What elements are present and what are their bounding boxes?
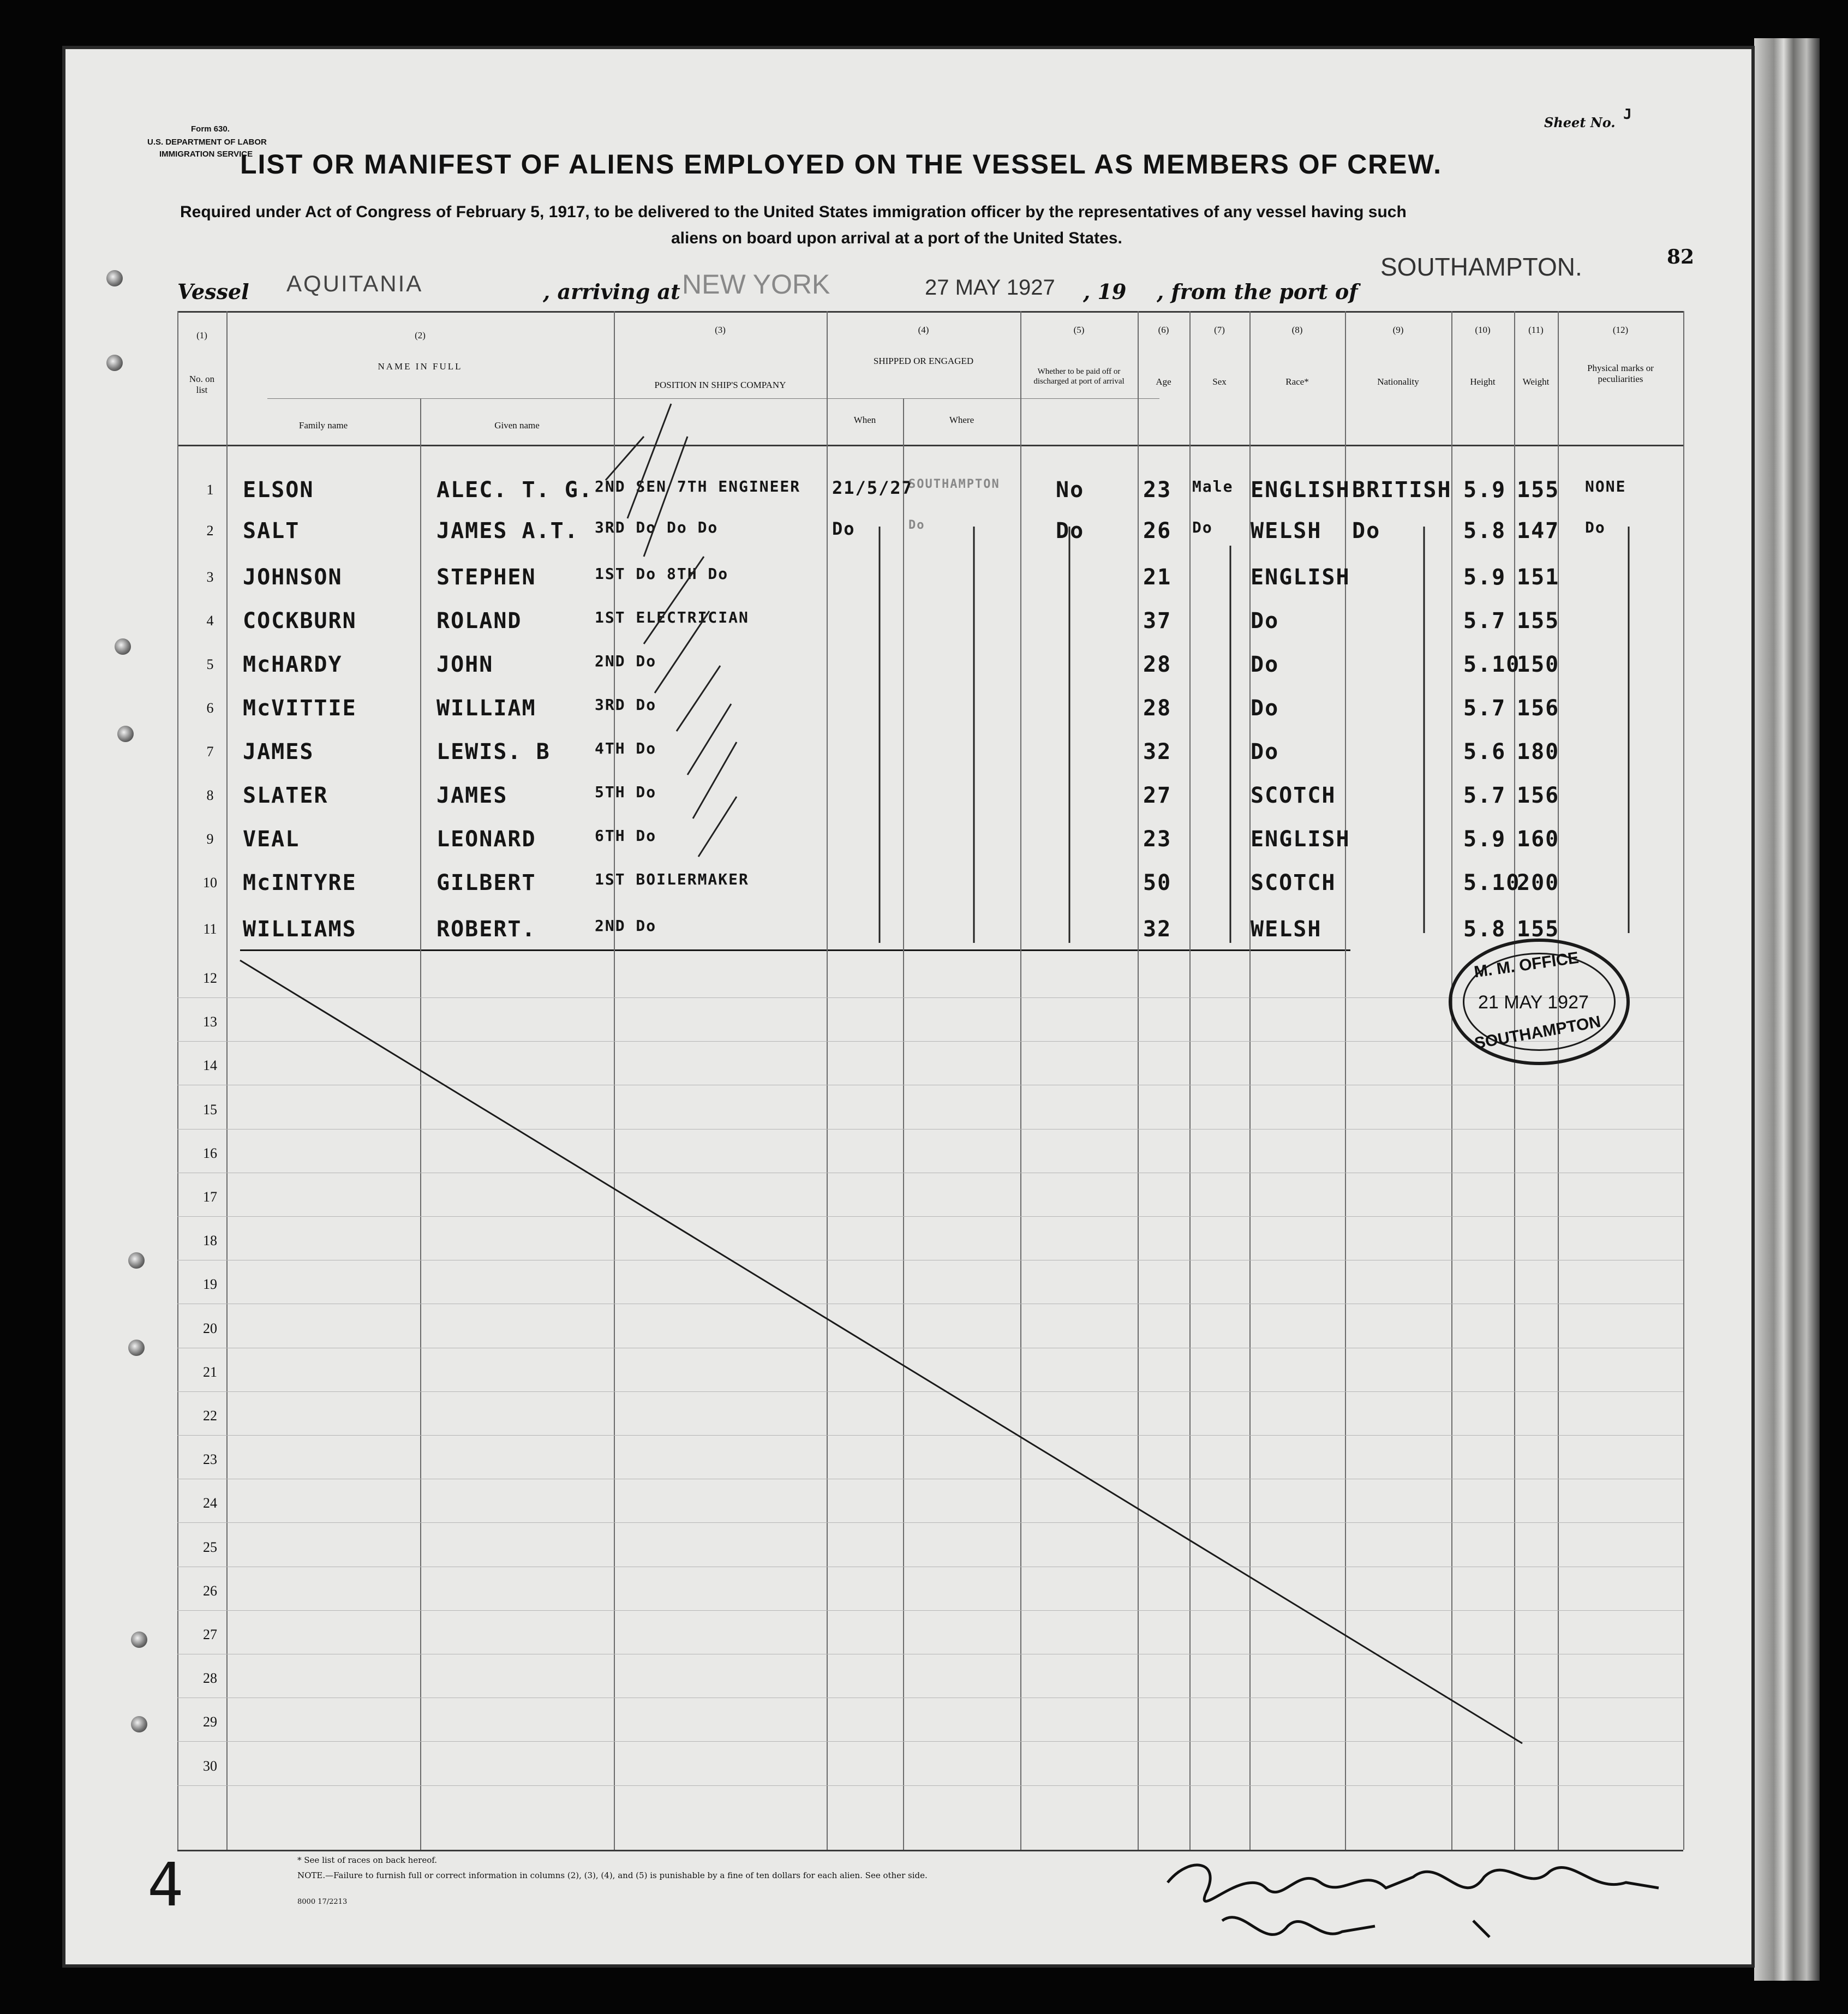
footnote-penalty: NOTE.—Failure to furnish full or correct information in columns (2), (3), (4), and (5) is punishable by a fine of ten dollars for each alien. See other side.: [297, 1870, 928, 1880]
form-number: Form 630.: [191, 124, 230, 134]
row-number: 14: [203, 1057, 217, 1074]
col7-number: (7): [1214, 325, 1225, 335]
check-marks: [606, 404, 737, 857]
sheet-label: Sheet No.: [1544, 115, 1616, 130]
row-number: 17: [203, 1189, 217, 1205]
row-number: 18: [203, 1233, 217, 1249]
family-name: SALT: [243, 518, 300, 543]
age: 27: [1143, 783, 1172, 808]
col10-header: Height: [1470, 376, 1496, 387]
family-name: ELSON: [243, 477, 314, 503]
age: 50: [1143, 870, 1172, 895]
vessel-name: AQUITANIA: [286, 271, 423, 296]
office-stamp: [1449, 939, 1630, 1065]
col10-number: (10): [1475, 325, 1491, 335]
col12-header: Physical marks or peculiarities: [1587, 363, 1654, 384]
row-number: 10: [203, 875, 217, 891]
col4-header: SHIPPED OR ENGAGED: [873, 356, 974, 366]
row-number: 2: [206, 523, 214, 539]
col8-number: (8): [1291, 325, 1303, 335]
col2-header: NAME IN FULL: [378, 361, 463, 372]
height: 5.6: [1463, 739, 1506, 764]
age: 37: [1143, 608, 1172, 634]
nationality: BRITISH: [1352, 477, 1452, 503]
family-name: McINTYRE: [243, 870, 357, 895]
row-number: 28: [203, 1670, 217, 1687]
position: 2ND Do: [595, 652, 657, 670]
race: WELSH: [1251, 917, 1322, 942]
family-name: VEAL: [243, 827, 300, 852]
col4-when-header: When: [853, 415, 876, 425]
subtitle-line2: aliens on board upon arrival at a port of the United States.: [671, 229, 1122, 247]
position: 1ST BOILERMAKER: [595, 870, 749, 888]
row-number: 19: [203, 1276, 217, 1293]
departure-port: SOUTHAMPTON.: [1380, 253, 1582, 281]
given-name: LEONARD: [436, 827, 536, 852]
given-name: LEWIS. B: [436, 739, 551, 764]
row-number: 30: [203, 1758, 217, 1774]
position: 1ST Do 8TH Do: [595, 565, 729, 583]
row-number: 29: [203, 1714, 217, 1730]
position: 1ST ELECTRICIAN: [595, 608, 749, 626]
age: 21: [1143, 565, 1172, 590]
arrival-date: 27 MAY 1927: [925, 276, 1055, 300]
position: 3RD Do: [595, 696, 657, 714]
row-number: 12: [203, 970, 217, 986]
age: 32: [1143, 917, 1172, 942]
paid-off: Do: [1056, 518, 1085, 543]
weight: 150: [1517, 652, 1560, 677]
col12-number: (12): [1612, 325, 1629, 335]
arriving-label: , arriving at: [543, 279, 680, 304]
given-name: GILBERT: [436, 870, 536, 895]
arriving-port: NEW YORK: [682, 269, 830, 300]
weight: 155: [1517, 608, 1560, 634]
given-name: ROBERT.: [436, 917, 536, 942]
age: 32: [1143, 739, 1172, 764]
col9-number: (9): [1392, 325, 1404, 335]
page-reference-number: 82: [1667, 246, 1695, 268]
row-number: 1: [206, 482, 214, 498]
stamp-line1: M. M. OFFICE: [1473, 948, 1580, 982]
height: 5.7: [1463, 696, 1506, 721]
col1-number: (1): [196, 330, 207, 340]
row-number: 20: [203, 1320, 217, 1336]
inspector-signature: [1157, 1844, 1675, 1970]
col2-family-header: Family name: [298, 420, 348, 431]
col4-number: (4): [918, 325, 929, 335]
age: 23: [1143, 477, 1172, 503]
col8-header: Race*: [1285, 376, 1309, 387]
col11-number: (11): [1528, 325, 1544, 335]
row-number: 8: [206, 787, 214, 803]
row-number: 5: [206, 656, 214, 672]
page-mark: 4: [147, 1850, 185, 1920]
race: ENGLISH: [1251, 827, 1350, 852]
given-name: JAMES: [436, 783, 508, 808]
department-name: U.S. DEPARTMENT OF LABOR: [147, 138, 267, 147]
height: 5.10: [1463, 870, 1521, 895]
family-name: SLATER: [243, 783, 328, 808]
row-number: 11: [203, 921, 217, 937]
col9-header: Nationality: [1377, 376, 1419, 387]
col3-header: POSITION IN SHIP'S COMPANY: [654, 380, 786, 390]
row-number: 27: [203, 1627, 217, 1642]
family-name: JAMES: [243, 739, 314, 764]
page-title: LIST OR MANIFEST OF ALIENS EMPLOYED ON THE VESSEL AS MEMBERS OF CREW.: [240, 149, 1442, 180]
given-name: WILLIAM: [436, 696, 536, 721]
physical-marks: NONE: [1585, 477, 1626, 495]
age: 28: [1143, 652, 1172, 677]
race: SCOTCH: [1251, 783, 1336, 808]
physical-marks: Do: [1585, 518, 1606, 536]
sex: Male: [1192, 477, 1234, 495]
col7-header: Sex: [1212, 376, 1227, 387]
family-name: JOHNSON: [243, 565, 343, 590]
weight: 147: [1517, 518, 1560, 543]
col4-where-header: Where: [949, 415, 974, 425]
paid-off: No: [1056, 477, 1085, 503]
race: Do: [1251, 696, 1279, 721]
family-name: McVITTIE: [243, 696, 357, 721]
from-port-label: , from the port of: [1157, 279, 1358, 304]
height: 5.9: [1463, 827, 1506, 852]
stamp-line2: 21 MAY 1927: [1478, 992, 1589, 1013]
height: 5.8: [1463, 917, 1506, 942]
col2-given-header: Given name: [494, 420, 540, 431]
stamp-line3: SOUTHAMPTON: [1473, 1012, 1602, 1053]
race: Do: [1251, 739, 1279, 764]
row-number: 6: [206, 700, 214, 716]
vessel-label: Vessel: [177, 279, 249, 304]
weight: 155: [1517, 477, 1560, 503]
row-number: 15: [203, 1101, 217, 1117]
weight: 180: [1517, 739, 1560, 764]
row-number: 13: [203, 1014, 217, 1030]
row-number: 26: [203, 1582, 217, 1599]
height: 5.9: [1463, 565, 1506, 590]
given-name: JOHN: [436, 652, 494, 677]
position: 3RD Do Do Do: [595, 518, 719, 536]
row-number: 3: [206, 569, 214, 585]
row-number: 9: [206, 831, 214, 847]
ditto-lines: [880, 527, 1629, 943]
height: 5.8: [1463, 518, 1506, 543]
weight: 160: [1517, 827, 1560, 852]
weight: 156: [1517, 696, 1560, 721]
position: 2ND SEN 7TH ENGINEER: [595, 477, 801, 495]
age: 23: [1143, 827, 1172, 852]
nationality: Do: [1352, 518, 1381, 543]
age: 26: [1143, 518, 1172, 543]
position: 4TH Do: [595, 739, 657, 757]
weight: 200: [1517, 870, 1560, 895]
col6-header: Age: [1156, 376, 1171, 387]
row-number: 16: [203, 1145, 217, 1161]
family-name: McHARDY: [243, 652, 343, 677]
given-name: STEPHEN: [436, 565, 536, 590]
position: 5TH Do: [595, 783, 657, 801]
year-label: , 19: [1083, 279, 1127, 304]
sheet-number: J: [1623, 106, 1633, 123]
col11-header: Weight: [1522, 376, 1550, 387]
weight: 156: [1517, 783, 1560, 808]
row-number: 24: [203, 1495, 217, 1511]
row-number: 7: [206, 744, 214, 760]
given-name: JAMES A.T.: [436, 518, 579, 543]
height: 5.7: [1463, 608, 1506, 634]
family-name: WILLIAMS: [243, 917, 357, 942]
race: ENGLISH: [1251, 565, 1350, 590]
col3-number: (3): [715, 325, 726, 335]
row-number: 4: [206, 613, 214, 629]
given-name: ROLAND: [436, 608, 522, 634]
row-number: 23: [203, 1451, 217, 1468]
col5-header: Whether to be paid off or discharged at port of arrival: [1033, 367, 1125, 386]
family-name: COCKBURN: [243, 608, 357, 634]
race: SCOTCH: [1251, 870, 1336, 895]
position: 2ND Do: [595, 917, 657, 935]
age: 28: [1143, 696, 1172, 721]
subtitle-line1: Required under Act of Congress of February 5, 1917, to be delivered to the United States immigration officer by the representatives of any vessel having such: [180, 203, 1407, 221]
col1-header: No. on list: [189, 374, 215, 395]
shipped-when: 21/5/27: [832, 477, 913, 498]
row-number: 25: [203, 1539, 217, 1555]
position: 6TH Do: [595, 827, 657, 845]
race: Do: [1251, 652, 1279, 677]
print-code: 8000 17/2213: [297, 1898, 348, 1906]
col5-number: (5): [1073, 325, 1085, 335]
weight: 151: [1517, 565, 1560, 590]
race: ENGLISH: [1251, 477, 1350, 503]
shipped-when: Do: [832, 518, 856, 539]
row-number: 22: [203, 1408, 217, 1424]
race: Do: [1251, 608, 1279, 634]
row-number: 21: [203, 1364, 217, 1380]
given-name: ALEC. T. G.: [436, 477, 593, 503]
shipped-where: SOUTHAMPTON: [908, 477, 1000, 491]
service-name: IMMIGRATION SERVICE: [159, 150, 253, 159]
height: 5.7: [1463, 783, 1506, 808]
sex: Do: [1192, 518, 1213, 536]
col6-number: (6): [1158, 325, 1169, 335]
height: 5.9: [1463, 477, 1506, 503]
shipped-where: Do: [908, 518, 925, 532]
weight: 155: [1517, 917, 1560, 942]
height: 5.10: [1463, 652, 1521, 677]
col2-number: (2): [415, 330, 426, 340]
race: WELSH: [1251, 518, 1322, 543]
footnote-races: * See list of races on back hereof.: [297, 1855, 438, 1865]
